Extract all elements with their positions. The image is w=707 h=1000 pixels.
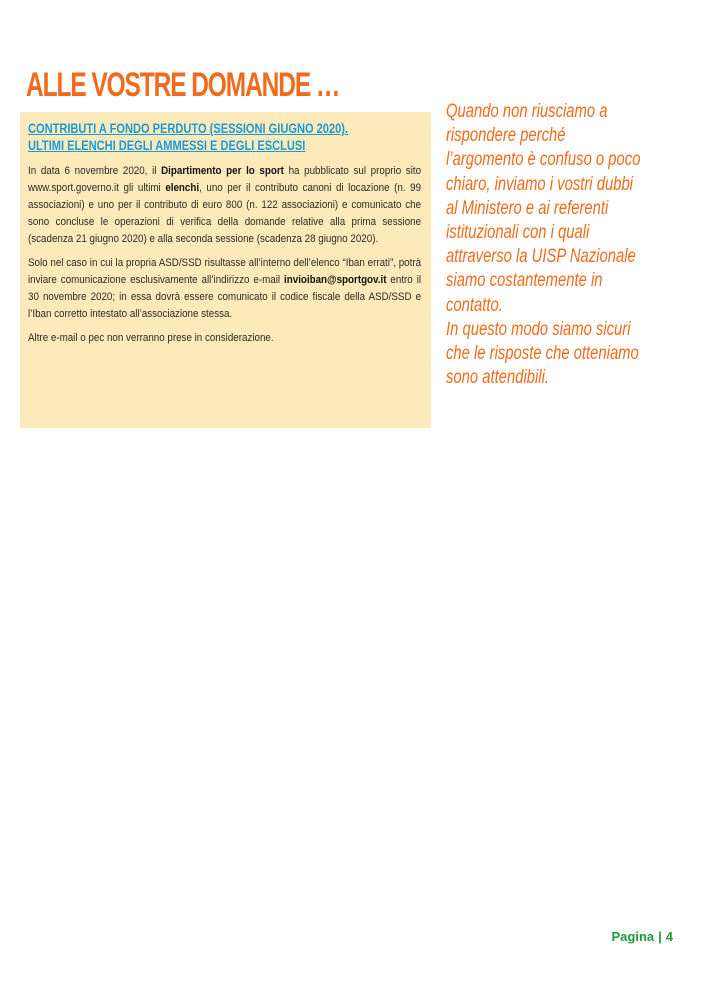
p2-email-link[interactable]: invioiban@sportgov.it xyxy=(284,274,387,286)
side-note xyxy=(446,100,680,390)
news-paragraph-2 xyxy=(28,255,421,323)
p1-text-2: ha pubblicato sul proprio sito www.sport.governo.it gli ultimi xyxy=(28,165,422,194)
side-note-line: chiaro, inviamo i vostri dubbi xyxy=(446,173,633,195)
page-number xyxy=(612,929,674,944)
news-heading-line1: CONTRIBUTI A FONDO PERDUTO (SESSIONI GIUGNO 2020). xyxy=(28,121,349,136)
p2-text-2: entro il 30 novembre 2020; in essa dovrà essere comunicato il codice fiscale della ASD/SSD e l’Iban corretto intestato all’associazione stessa. xyxy=(28,274,422,320)
news-heading-line2: ULTIMI ELENCHI DEGLI AMMESSI E DEGLI ESCLUSI xyxy=(28,138,306,153)
news-heading xyxy=(28,120,421,154)
side-note-line: sono attendibili. xyxy=(446,367,549,389)
p1-text-1: In data 6 novembre 2020, il xyxy=(28,165,162,177)
page-title: ALLE VOSTRE DOMANDE … xyxy=(26,66,340,104)
p2-text-1: Solo nel caso in cui la propria ASD/SSD risultasse all’interno dell’elenco “Iban errati”, potrà inviare comunicazione esclusivamente all’indirizzo e-mail xyxy=(28,257,422,286)
news-paragraph-3: Altre e-mail o pec non verranno prese in considerazione. xyxy=(28,332,274,344)
side-note-line: In questo modo siamo sicuri xyxy=(446,318,631,340)
news-body xyxy=(28,163,421,347)
side-note-line: al Ministero e ai referenti xyxy=(446,197,609,219)
side-note-line: attraverso la UISP Nazionale xyxy=(446,246,636,268)
side-note-line: che le risposte che otteniamo xyxy=(446,343,639,365)
page-separator: | xyxy=(658,929,662,944)
news-paragraph-1 xyxy=(28,163,421,248)
news-box xyxy=(20,112,431,428)
p1-text-3: , uno per il contributo canoni di locazione (n. 99 associazioni) e uno per il contributo di euro 800 (n. 122 associazioni) e comunicato che sono concluse le operazioni di verifica della domande relative alla prima sessione (scadenza 21 giugno 2020) e alla seconda sessione (scadenza 28 giugno 2020). xyxy=(28,182,422,245)
p1-bold-lists: elenchi xyxy=(165,182,200,194)
side-note-line: istituzionali con i quali xyxy=(446,222,590,244)
page-label: Pagina xyxy=(611,929,655,944)
side-note-line: contatto. xyxy=(446,294,503,316)
side-note-line: l’argomento è confuso o poco xyxy=(446,149,641,171)
side-note-line: siamo costantemente in xyxy=(446,270,603,292)
side-note-line: rispondere perché xyxy=(446,125,566,147)
side-note-line: Quando non riusciamo a xyxy=(446,101,608,122)
p1-bold-department: Dipartimento per lo sport xyxy=(161,165,284,177)
page-number-value: 4 xyxy=(665,929,673,944)
